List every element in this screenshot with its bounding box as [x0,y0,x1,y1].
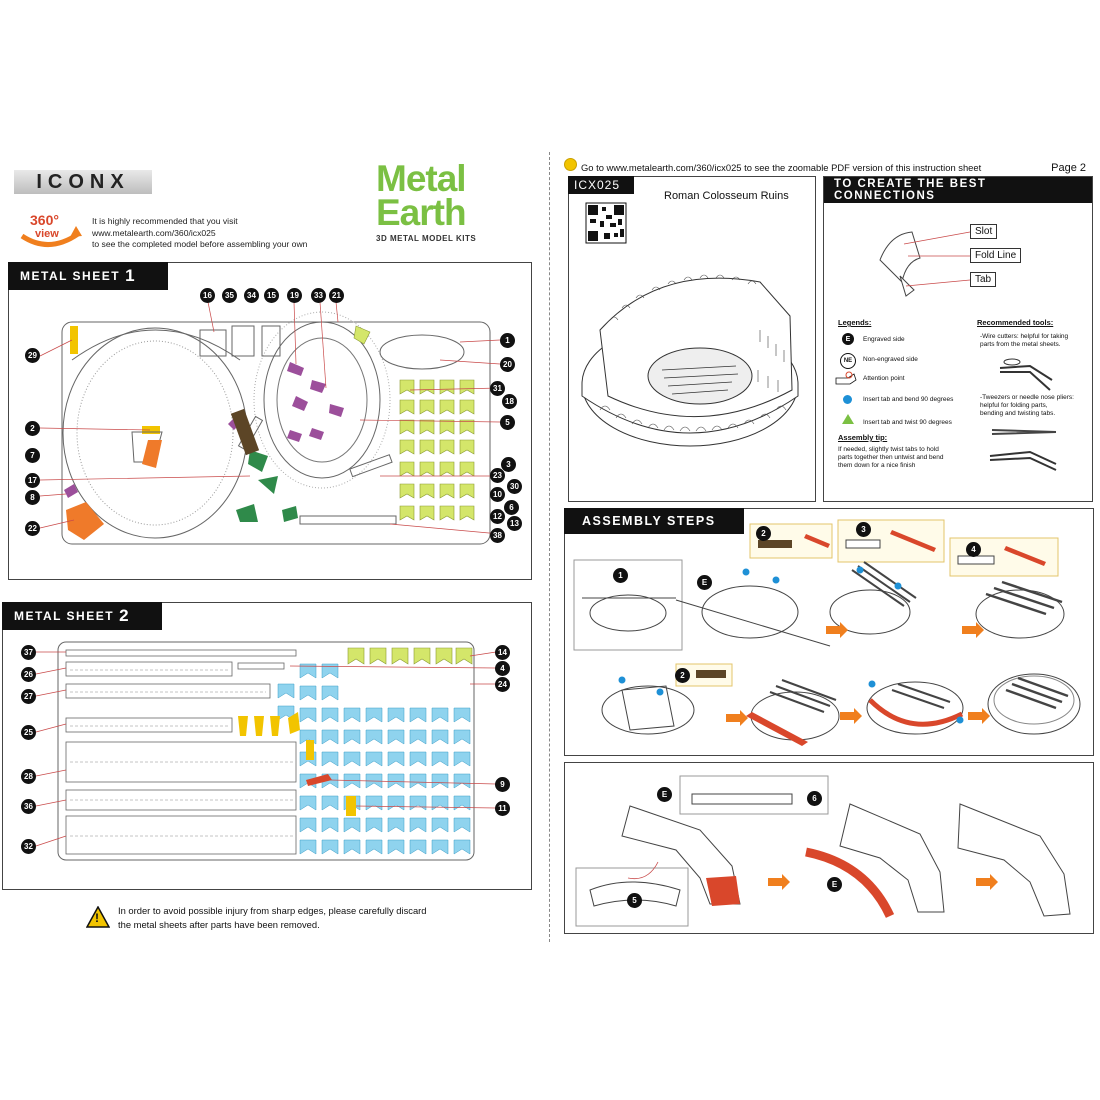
intro-line-1: It is highly recommended that you visit [92,216,238,226]
sheet1-part-7: 7 [25,448,40,463]
sheet1-part-13: 13 [507,516,522,531]
sheet1-part-22: 22 [25,521,40,536]
assembly-steps-title: ASSEMBLY STEPS [582,514,716,528]
engraved-side-icon: E [842,333,854,345]
sheet2-part-36: 36 [21,799,36,814]
sheet1-part-31: 31 [490,381,505,396]
step-6-badge: 6 [807,791,822,806]
step-2b-badge: 2 [675,668,690,683]
sheet1-part-19: 19 [287,288,302,303]
sheet2-part-11: 11 [495,801,510,816]
engraved-e-badge-1: E [657,787,672,802]
legend-twist: Insert tab and twist 90 degrees [863,419,952,426]
sheet1-part-8: 8 [25,490,40,505]
sheet1-part-18: 18 [502,394,517,409]
warning-line-1: In order to avoid possible injury from sharp edges, please carefully discard [118,905,427,916]
sheet1-part-6: 6 [504,500,519,515]
sheet2-part-32: 32 [21,839,36,854]
sheet1-part-34: 34 [244,288,259,303]
connections-title: TO CREATE THE BEST CONNECTIONS [834,178,987,202]
intro-line-2[interactable]: www.metalearth.com/360/icx025 [92,227,216,238]
sheet1-part-17: 17 [25,473,40,488]
sheet2-part-24: 24 [495,677,510,692]
slot-label: Slot [970,224,997,239]
engraved-step-badge: E [697,575,712,590]
tool2-line-1: -Tweezers or needle nose pliers: [980,394,1074,401]
tool1-line-2: parts from the metal sheets. [980,341,1061,348]
legend-attention: Attention point [863,375,905,382]
sheet1-part-30: 30 [507,479,522,494]
sheet2-part-9: 9 [495,777,510,792]
sheet1-part-33: 33 [311,288,326,303]
brand-subtitle: 3D METAL MODEL KITS [376,234,477,243]
sheet2-part-37: 37 [21,645,36,660]
sheet2-number: 2 [119,606,131,625]
step-4-badge: 4 [966,542,981,557]
sheet2-title: METAL SHEET [14,609,115,623]
engraved-e-badge-2: E [827,877,842,892]
legend-engraved: Engraved side [863,336,905,343]
warning-icon-glyph: ! [95,911,99,925]
model-name: Roman Colosseum Ruins [664,190,789,202]
badge-view-text: view [35,228,59,240]
step-2-badge: 2 [756,526,771,541]
warning-line-2: the metal sheets after parts have been removed. [118,919,320,930]
sheet1-part-5: 5 [500,415,515,430]
sheet2-part-25: 25 [21,725,36,740]
legends-title: Legends: [838,318,872,327]
sheet1-part-12: 12 [490,509,505,524]
sheet1-title: METAL SHEET [20,269,121,283]
tools-title: Recommended tools: [977,318,1054,327]
sheet1-part-21: 21 [329,288,344,303]
iconx-logo-text: ICONX [36,170,130,193]
sheet2-part-14: 14 [495,645,510,660]
sheet1-part-1: 1 [500,333,515,348]
step-1-badge: 1 [613,568,628,583]
sheet2-part-27: 27 [21,689,36,704]
fold-line-label: Fold Line [970,248,1021,263]
goto-text[interactable]: Go to www.metalearth.com/360/icx025 to see the zoomable PDF version of this instruction sheet [581,162,982,173]
sheet1-part-10: 10 [490,487,505,502]
tool2-line-3: bending and twisting tabs. [980,410,1056,417]
sheet1-part-15: 15 [264,288,279,303]
tip-title: Assembly tip: [838,433,888,442]
sheet1-part-2: 2 [25,421,40,436]
sheet2-part-28: 28 [21,769,36,784]
tool2-line-2: helpful for folding parts, [980,402,1048,409]
tool1-line-1: -Wire cutters: helpful for taking [980,333,1069,340]
sheet1-part-35: 35 [222,288,237,303]
non-engraved-icon: NE [840,353,856,369]
tip-line-2: parts together then untwist and bend [838,454,944,461]
sheet2-part-4: 4 [495,661,510,676]
page-number: Page 2 [1051,162,1086,174]
sheet2-part-26: 26 [21,667,36,682]
sheet1-number: 1 [125,266,137,285]
badge-360-text: 360° [30,212,59,228]
tip-line-1: If needed, slightly twist tabs to hold [838,446,939,453]
sheet1-part-23: 23 [490,468,505,483]
sheet1-part-20: 20 [500,357,515,372]
step-3-badge: 3 [856,522,871,537]
sheet1-part-16: 16 [200,288,215,303]
tab-label: Tab [970,272,996,287]
brand-metal: Metal [376,158,466,199]
sheet1-part-3: 3 [501,457,516,472]
sheet1-part-38: 38 [490,528,505,543]
legend-non-engraved: Non-engraved side [863,356,918,363]
legend-bend: Insert tab and bend 90 degrees [863,396,954,403]
brand-earth: Earth [376,192,466,233]
model-code: ICX025 [574,178,621,192]
intro-line-3: to see the completed model before assembling your own [92,239,308,249]
step-5-badge: 5 [627,893,642,908]
tip-line-3: them down for a nice finish [838,462,916,469]
sheet1-part-29: 29 [25,348,40,363]
